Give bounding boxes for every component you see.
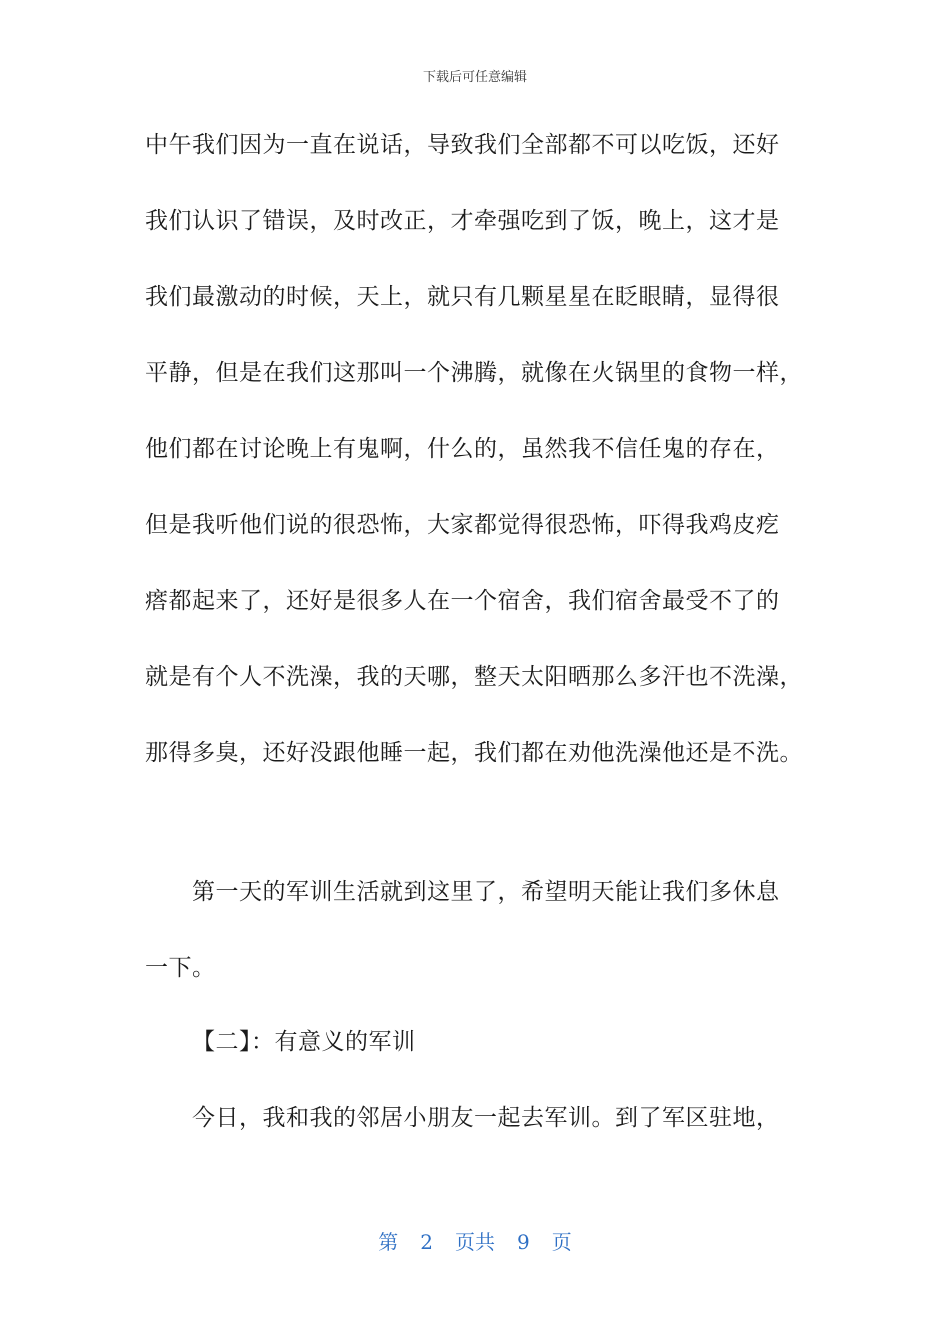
text-line: 今日，我和我的邻居小朋友一起去军训。到了军区驻地， <box>192 1105 780 1131</box>
footer-suffix: 页 <box>551 1230 572 1254</box>
text-line: 第一天的军训生活就到这里了，希望明天能让我们多休息 <box>192 879 780 905</box>
text-line: 中午我们因为一直在说话，导致我们全部都不可以吃饭，还好 <box>145 132 780 158</box>
text-line: 瘩都起来了，还好是很多人在一个宿舍，我们宿舍最受不了的 <box>145 588 780 614</box>
text-line: 但是我听他们说的很恐怖，大家都觉得很恐怖，吓得我鸡皮疙 <box>145 512 780 538</box>
text-line: 就是有个人不洗澡，我的天哪，整天太阳晒那么多汗也不洗澡， <box>145 664 803 690</box>
footer-prefix: 第 <box>378 1230 399 1254</box>
text-line: 那得多臭，还好没跟他睡一起，我们都在劝他洗澡他还是不洗。 <box>145 740 803 766</box>
footer-total-pages: 9 <box>517 1230 530 1254</box>
footer-middle: 页共 <box>455 1230 495 1254</box>
text-line: 我们认识了错误，及时改正，才牵强吃到了饭，晚上，这才是 <box>145 208 780 234</box>
text-line: 他们都在讨论晚上有鬼啊，什么的，虽然我不信任鬼的存在， <box>145 436 780 462</box>
text-line: 我们最激动的时候，天上，就只有几颗星星在眨眼睛，显得很 <box>145 284 780 310</box>
page-header: 下载后可任意编辑 <box>422 70 527 85</box>
text-line: 平静，但是在我们这那叫一个沸腾，就像在火锅里的食物一样， <box>145 360 803 386</box>
heading-text: 【二】：有意义的军训 <box>192 1029 416 1055</box>
footer-page-number: 2 <box>420 1230 433 1254</box>
text-line: 一下。 <box>145 955 216 981</box>
page-footer <box>0 1226 950 1255</box>
